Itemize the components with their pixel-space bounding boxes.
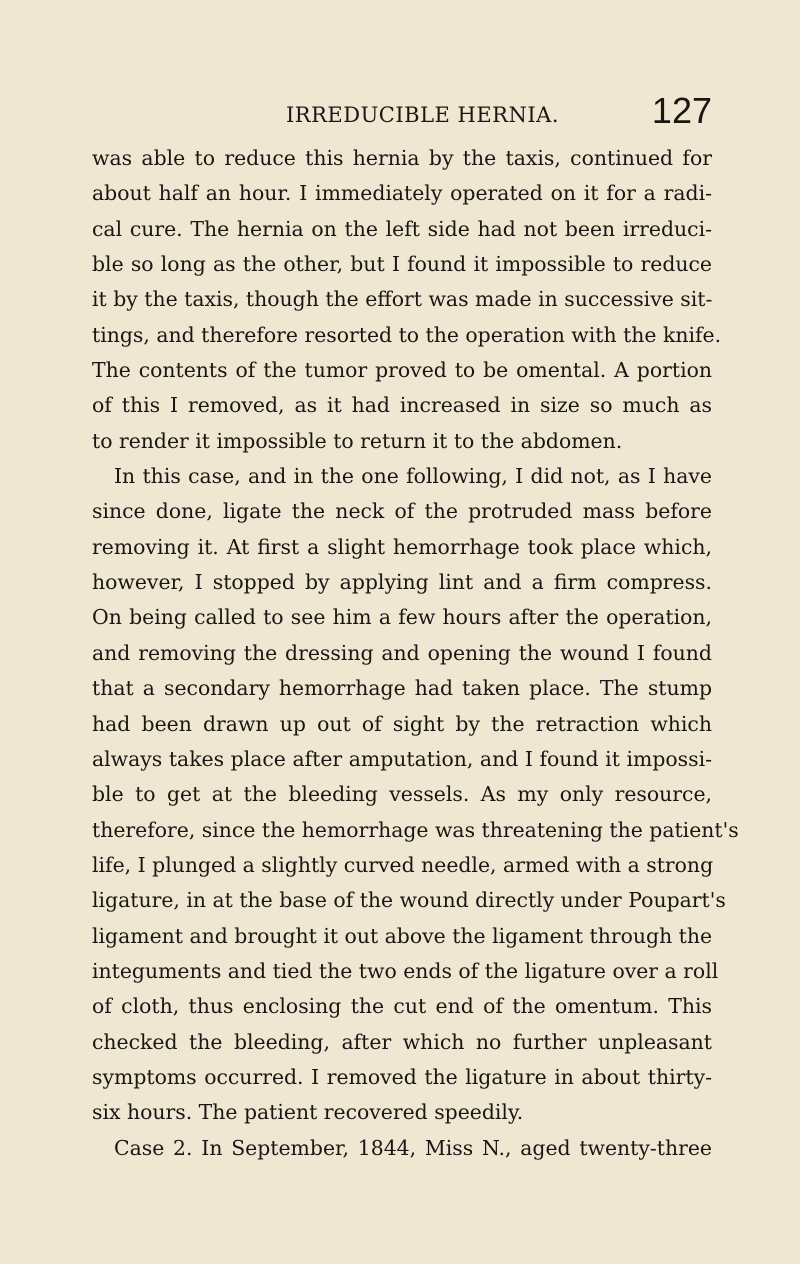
text-line: of cloth, thus enclosing the cut end of the omentum. This [92, 994, 712, 1019]
text-line: that a secondary hemorrhage had taken place. The stump [92, 676, 712, 701]
text-line: ble to get at the bleeding vessels. As my only resource, [92, 782, 712, 807]
text-line: symptoms occurred. I removed the ligature in about thirty- [92, 1064, 712, 1089]
page-header [92, 90, 712, 134]
text-line: The contents of the tumor proved to be omental. A portion [92, 358, 712, 383]
text-line: ble so long as the other, but I found it impossible to reduce [92, 252, 712, 277]
text-line: therefore, since the hemorrhage was threatening the patient's [92, 817, 739, 842]
text-line: tings, and therefore resorted to the operation with the knife. [92, 322, 722, 347]
text-line: always takes place after amputation, and I found it impossi- [92, 746, 712, 771]
text-line: and removing the dressing and opening the wound I found [92, 640, 712, 665]
page-number: 127 [651, 90, 712, 131]
text-line: removing it. At first a slight hemorrhage took place which, [92, 534, 712, 559]
text-line: cal cure. The hernia on the left side had not been irreduci- [92, 216, 712, 241]
text-line: since done, ligate the neck of the protruded mass before [92, 499, 712, 524]
text-line: ligament and brought it out above the ligament through the [92, 923, 713, 948]
text-line: life, I plunged a slightly curved needle, armed with a strong [92, 852, 714, 877]
text-line: six hours. The patient recovered speedily. [92, 1100, 524, 1125]
running-head: IRREDUCIBLE HERNIA. [286, 103, 559, 127]
text-line: integuments and tied the two ends of the ligature over a roll [92, 958, 719, 983]
case-heading-line: Case 2. In September, 1844, Miss N., aged twenty-three [114, 1135, 712, 1160]
text-line: to render it impossible to return it to the abdomen. [92, 428, 623, 453]
text-line: however, I stopped by applying lint and a firm compress. [92, 570, 712, 595]
text-line: of this I removed, as it had increased in size so much as [92, 393, 712, 418]
text-line: ligature, in at the base of the wound directly under Poupart's [92, 888, 726, 913]
body-text [92, 141, 739, 1166]
text-line: was able to reduce this hernia by the taxis, continued for [92, 146, 712, 170]
text-line: On being called to see him a few hours after the operation, [92, 605, 712, 630]
text-line: about half an hour. I immediately operated on it for a radi- [92, 181, 712, 206]
text-line: checked the bleeding, after which no further unpleasant [92, 1029, 712, 1054]
paragraph-start-line: In this case, and in the one following, I did not, as I have [114, 464, 712, 489]
text-line: had been drawn up out of sight by the retraction which [92, 711, 712, 736]
text-line: it by the taxis, though the effort was made in successive sit- [92, 287, 713, 312]
